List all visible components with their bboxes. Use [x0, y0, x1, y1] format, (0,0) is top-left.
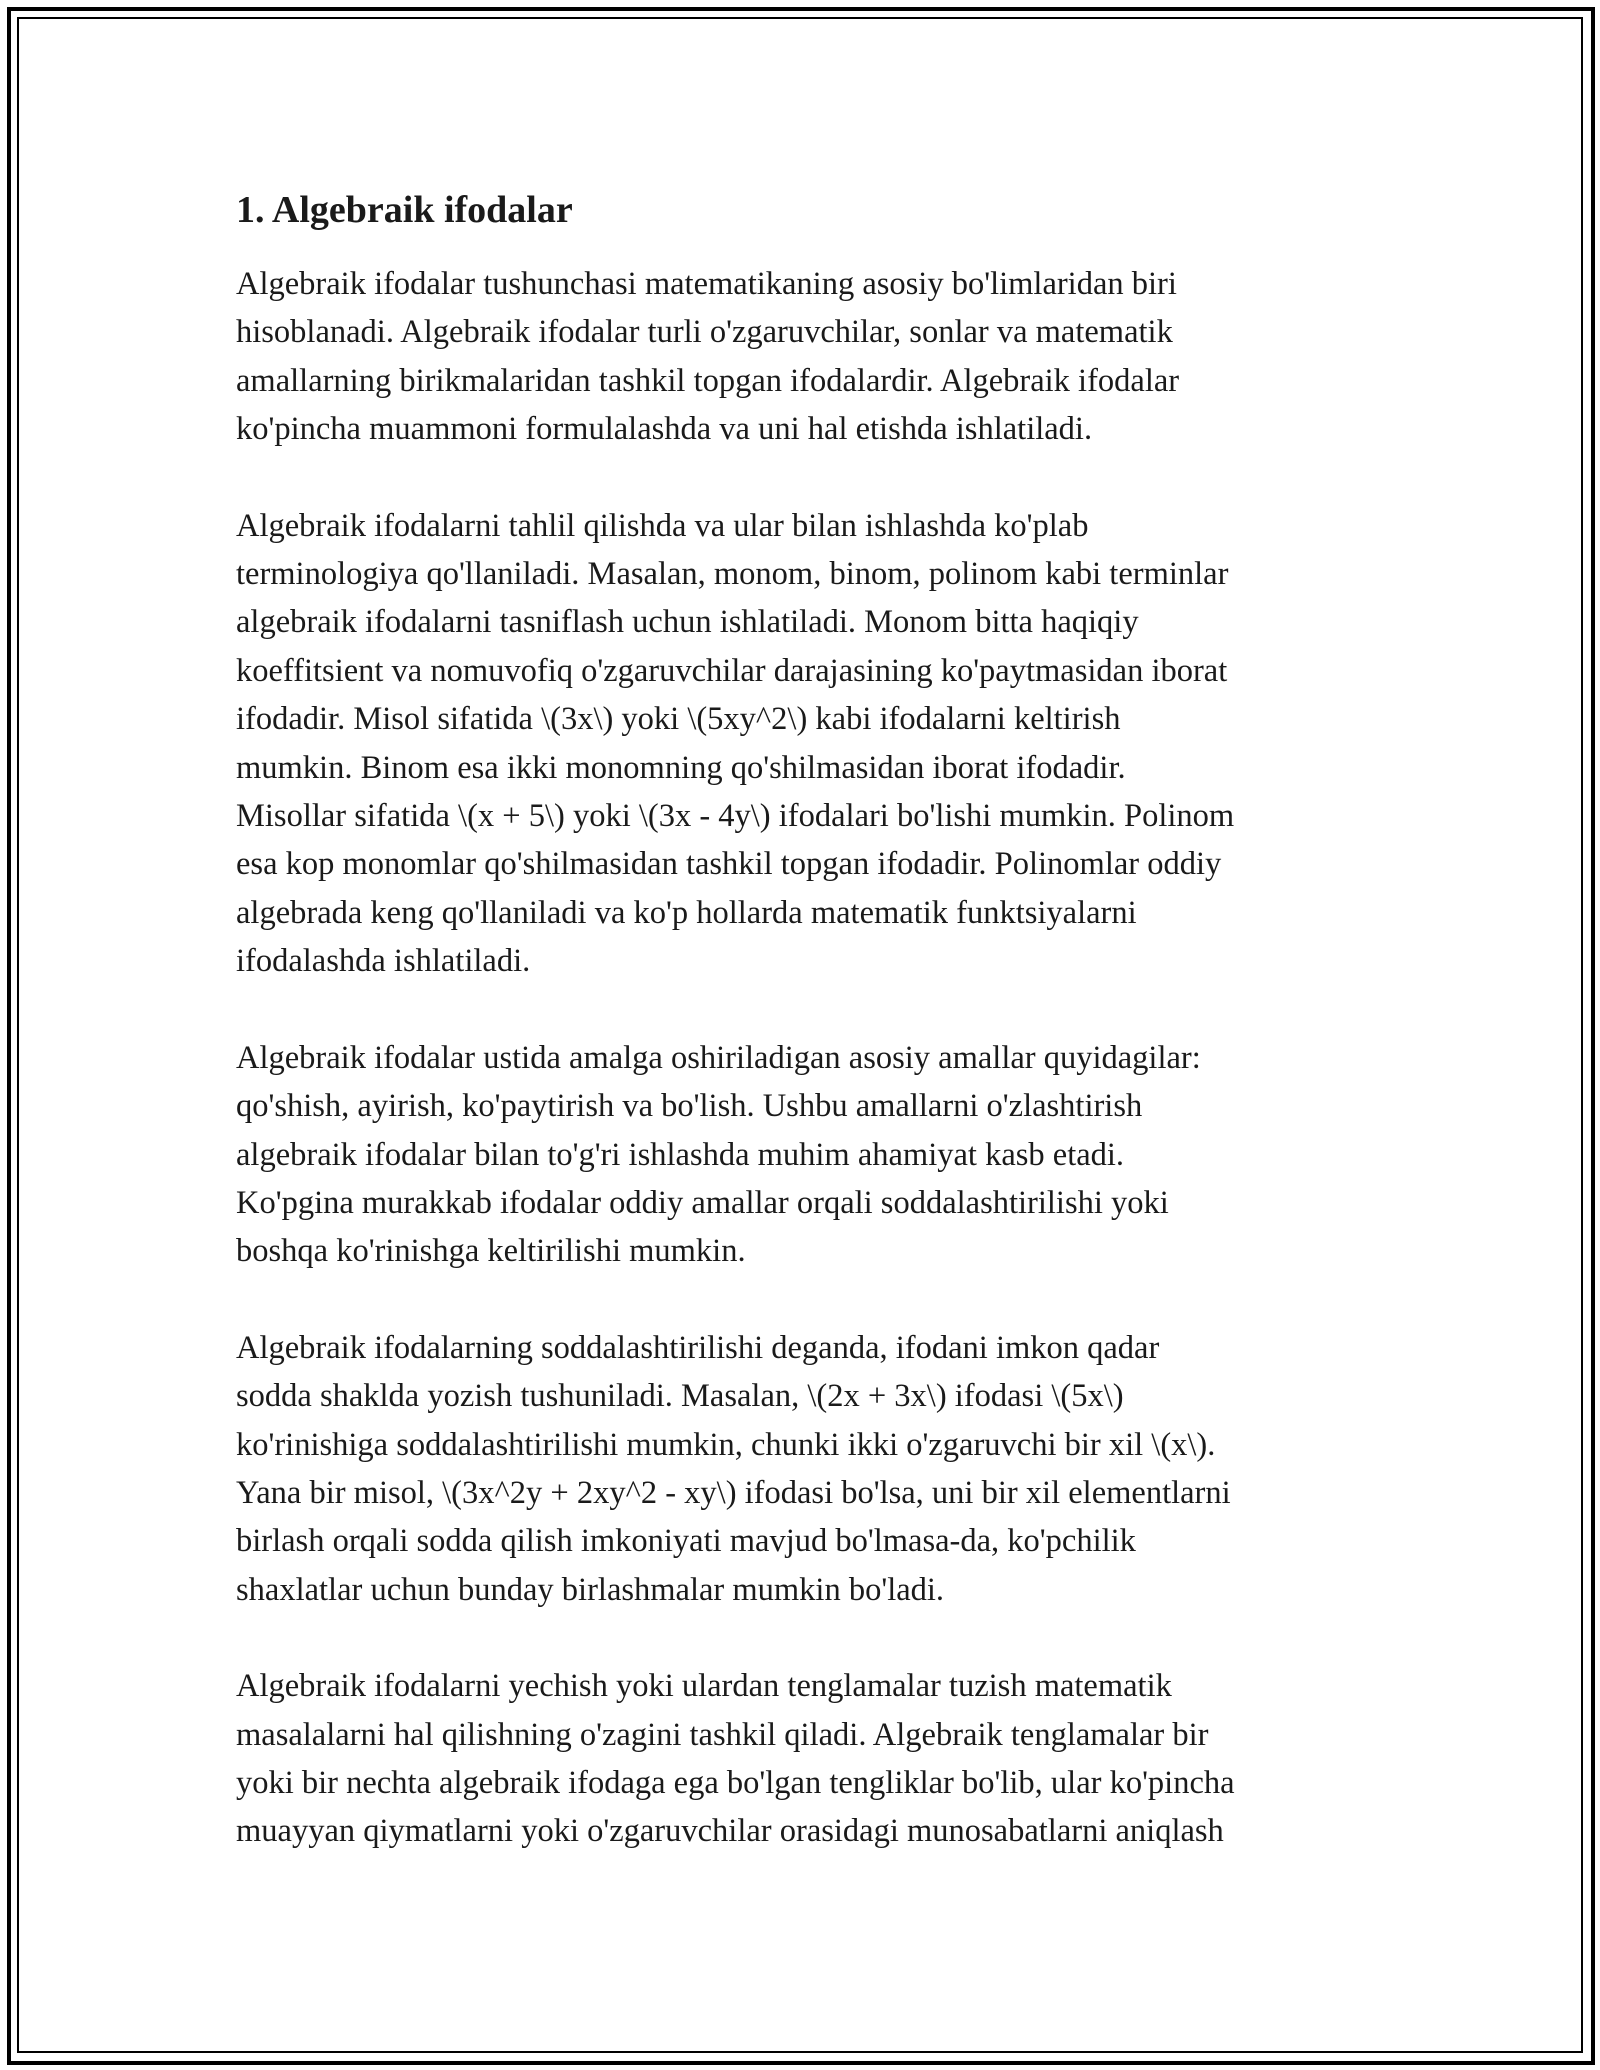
document-body [236, 186, 1376, 1904]
paragraph-2: Algebraik ifodalarni tahlil qilishda va ular bilan ishlashda ko'plab terminologiya qo'llaniladi. Masalan, monom, binom, polinom kabi terminlar algebraik ifodalarni tasniflash uchun ishlatiladi. Monom bitta haqiqiy koeffitsient va nomuvofiq o'zgaruvchilar darajasining ko'paytmasidan iborat ifodadir. Misol sifatida \(3x\) yoki \(5xy^2\) kabi ifodalarni keltirish mumkin. Binom esa ikki monomning qo'shilmasidan iborat ifodadir. Misollar sifatida \(x + 5\) yoki \(3x - 4y\) ifodalari bo'lishi mumkin. Polinom esa kop monomlar qo'shilmasidan tashkil topgan ifodadir. Polinomlar oddiy algebrada keng qo'llaniladi va ko'p hollarda matematik funktsiyalarni ifodalashda ishlatiladi. [236, 507, 1235, 980]
paragraph-1: Algebraik ifodalar tushunchasi matematikaning asosiy bo'limlaridan biri hisoblanadi. Algebraik ifodalar turli o'zgaruvchilar, sonlar va matematik amallarning birikmalaridan tashkil topgan ifodalardir. Algebraik ifodalar ko'pincha muammoni formulalashda va uni hal etishda ishlatiladi. [236, 266, 1180, 448]
paragraph-4: Algebraik ifodalarning soddalashtirilishi deganda, ifodani imkon qadar sodda shaklda yozish tushuniladi. Masalan, \(2x + 3x\) ifodasi \(5x\) ko'rinishiga soddalashtirilishi mumkin, chunki ikki o'zgaruvchi bir xil \(x\). Yana bir misol, \(3x^2y + 2xy^2 - xy\) ifodasi bo'lsa, uni bir xil elementlarni birlash orqali sodda qilish imkoniyati mavjud bo'lmasa-da, ko'pchilik shaxlatlar uchun bunday birlashmalar mumkin bo'ladi. [236, 1329, 1231, 1608]
section-heading: 1. Algebraik ifodalar [236, 189, 573, 231]
paragraph-5: Algebraik ifodalarni yechish yoki ulardan tenglamalar tuzish matematik masalalarni hal qilishning o'zagini tashkil qiladi. Algebraik tenglamalar bir yoki bir nechta algebraik ifodaga ega bo'lgan tengliklar bo'lib, ular ko'pincha muayyan qiymatlarni yoki o'zgaruvchilar orasidagi munosabatlarni aniqlash [236, 1668, 1235, 1850]
paragraph-3: Algebraik ifodalar ustida amalga oshiriladigan asosiy amallar quyidagilar: qo'shish, ayirish, ko'paytirish va bo'lish. Ushbu amallarni o'zlashtirish algebraik ifodalar bilan to'g'ri ishlashda muhim ahamiyat kasb etadi. Ko'pgina murakkab ifodalar oddiy amallar orqali soddalashtirilishi yoki boshqa ko'rinishga keltirilishi mumkin. [236, 1039, 1201, 1270]
